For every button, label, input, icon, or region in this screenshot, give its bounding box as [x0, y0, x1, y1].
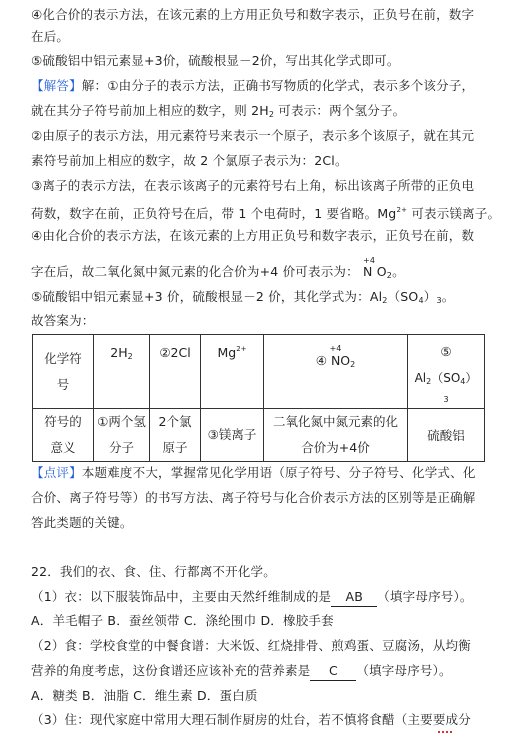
cell-text: （SO [431, 370, 461, 385]
question-title: 22．我们的衣、食、住、行都离不开化学。 [31, 564, 276, 579]
text-span: 字在后，故二氧化氮中氮元素的化合价为+4 价可表示为： [31, 264, 359, 279]
text-span: 就在其分子符号前加上相应的数字，则 2H [31, 103, 269, 118]
table-cell: ②2Cl [150, 335, 201, 409]
cell-text: ①两个氢分子 [97, 414, 146, 455]
subscript: 3 [436, 296, 442, 305]
text-span: 。 [441, 289, 455, 304]
text-span: 可表示：两个氢分子。 [274, 103, 406, 118]
valence-mark: +4 [329, 344, 342, 353]
cell-text: ④ NO [315, 353, 351, 368]
table-row [33, 409, 485, 462]
options-line: A．糖类 B．油脂 C．维生素 D．蛋白质 [31, 688, 258, 703]
text-line: （2）食：学校食堂的中餐食谱：大米饭、红烧排骨、煎鸡蛋、豆腐汤，从均衡 [31, 638, 471, 653]
subscript: 2 [426, 376, 432, 386]
text-line: ④化合价的表示方法，在该元素的上方用正负号和数字表示，正负号在前，数字 [31, 7, 475, 22]
answer-tag: 【解答】 [31, 78, 82, 93]
text-line [31, 588, 473, 607]
text-line: ⑤硫酸铝中铝元素显+3价，硫酸根显－2价，写出其化学式即可。 [31, 53, 400, 68]
superscript: 2+ [396, 206, 408, 214]
cell-text: 符号的意义 [44, 414, 82, 455]
answer-paragraph [31, 77, 474, 95]
text-line: ②由原子的表示方法，用元素符号来表示一个原子，表示多个该原子，就在其元 [31, 128, 475, 143]
cell-text: ③镁离子 [207, 427, 257, 442]
text-line: ④由化合价的表示方法，在该元素的上方用正负号和数字表示，正负号在前，数 [31, 228, 475, 243]
text-line: 答此类题的关键。 [31, 515, 133, 530]
text-line [31, 288, 454, 310]
text-line: 故答案为： [31, 313, 95, 328]
table-cell [264, 335, 408, 409]
text-span: 解：①由分子的表示方法，正确书写物质的化学式，表示多个该分子， [81, 78, 475, 93]
text-line [31, 201, 500, 223]
answer-blank: C [310, 662, 356, 681]
spellcheck-underline [438, 727, 452, 733]
subscript: 2 [127, 352, 133, 361]
text-line: （3）住：现代家庭中常用大理石制作厨房的灶台，若不慎将食醋（主要要成分 [31, 712, 471, 727]
subscript: 4 [418, 296, 424, 305]
review-paragraph [31, 464, 476, 482]
cell-text: ⑤ [440, 343, 452, 359]
text-line [31, 662, 452, 681]
text-span: 。 [392, 264, 405, 279]
text-span: ⑤硫酸铝中铝元素显+3 价，硫酸根显－2 价，其化学式为：Al [31, 289, 383, 304]
text-line [31, 256, 405, 285]
text-span: （SO [387, 289, 419, 304]
text-line: 素符号前加上相应的数字，故 2 个氯原子表示为：2Cl。 [31, 153, 348, 168]
table-cell [33, 409, 94, 462]
cell-text: 2个氯原子 [158, 414, 192, 455]
table-row [33, 335, 485, 409]
review-tag: 【点评】 [31, 465, 82, 480]
text-span: （填字母序号）。 [377, 589, 473, 604]
answer-table [32, 334, 485, 462]
table-cell [201, 335, 264, 409]
table-cell [94, 335, 150, 409]
text-span: O [372, 264, 387, 279]
text-line: 在后。 [31, 29, 70, 44]
superscript: 2+ [236, 345, 247, 353]
table-cell [264, 409, 408, 462]
text-span: （填字母序号）。 [356, 663, 452, 678]
cell-text: Al [414, 370, 427, 385]
cell-text: 2H [110, 345, 128, 360]
text-span: （1）衣：以下服装饰品中，主要由天然纤维制成的是 [31, 589, 332, 604]
table-cell [150, 409, 201, 462]
subscript: 2 [382, 296, 388, 305]
text-span: 可表示镁离子。 [407, 206, 501, 221]
text-span: 本题难度不大，掌握常见化学用语（原子符号、分子符号、化学式、化 [81, 465, 476, 480]
cell-text: 二氧化氮中氮元素的化合价为+4价 [272, 414, 398, 455]
cell-text: 化学符号 [44, 350, 82, 392]
subscript: 3 [443, 394, 449, 404]
text-line: 合价、离子符号等）的书写方法、离子符号与化合价表示方法的区别等是正确解 [31, 490, 476, 505]
answer-blank: AB [331, 588, 377, 607]
valence-formula [363, 256, 376, 281]
formula [408, 365, 484, 395]
element-symbol: N [363, 264, 373, 279]
text-line [31, 102, 405, 124]
valence-mark: +4 [363, 256, 376, 265]
subscript: 4 [460, 376, 466, 386]
text-span: 营养的角度考虑，这份食谱还应该补充的营养素是 [31, 663, 311, 678]
text-span: 荷数，数字在前，正负符号在后，带 1 个电荷时，1 要省略。Mg [31, 206, 397, 221]
subscript: 2 [268, 110, 275, 119]
cell-text: ） [465, 370, 478, 385]
table-cell [408, 335, 485, 409]
text-span: ） [423, 289, 437, 304]
subscript: 2 [386, 271, 393, 280]
text-line: ③离子的表示方法，在表示该离子的元素符号右上角，标出该离子所带的正负电 [31, 178, 475, 193]
table-cell [94, 409, 150, 462]
subscript: 2 [350, 360, 356, 369]
cell-text: Mg [217, 345, 237, 360]
table-cell [201, 409, 264, 462]
options-line: A．羊毛帽子 B．蚕丝领带 C．涤纶围巾 D．橡胶手套 [31, 613, 334, 628]
table-cell: 硫酸铝 [408, 409, 485, 462]
table-cell [33, 335, 94, 409]
